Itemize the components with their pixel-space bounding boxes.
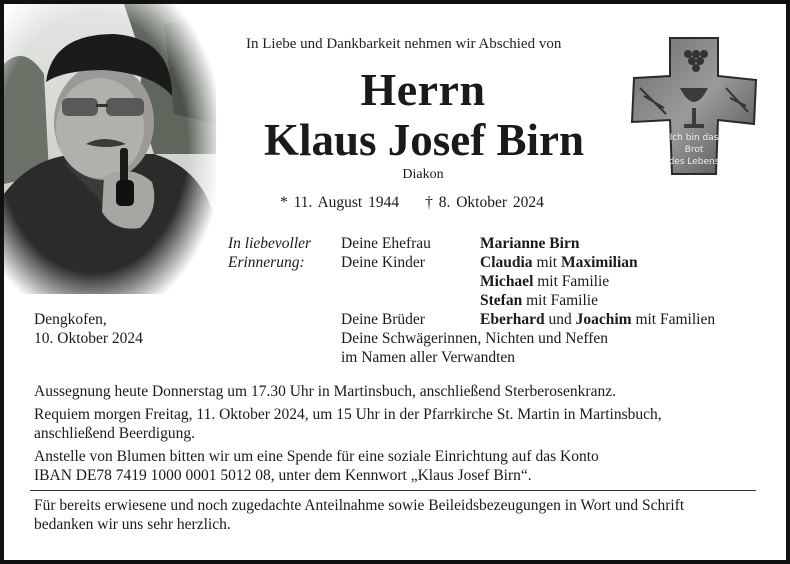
mourner-name: Marianne Birn — [480, 235, 580, 252]
cross-text-2: Brot — [684, 145, 704, 155]
mourner-names — [480, 234, 579, 253]
thanks-line-1: Für bereits erwiesene und noch zugedachte Anteilnahme sowie Beileidsbezeugungen in Wort und Schrift — [34, 497, 685, 514]
relation-label: Deine Kinder — [341, 254, 425, 271]
place-date: 10. Oktober 2024 — [34, 330, 143, 347]
cross-text-1: Ich bin das — [669, 133, 719, 143]
mourner-text: mit Familie — [533, 273, 610, 290]
place: Dengkofen, — [34, 311, 107, 328]
mourner-name: Maximilian — [560, 254, 638, 271]
blessing-notice: Aussegnung heute Donnerstag um 17.30 Uhr in Martinsbuch, anschließend Sterberosenkranz. — [34, 383, 616, 400]
cross-emblem — [630, 36, 758, 176]
thanks-line-2: bedanken wir uns sehr herzlich. — [34, 516, 231, 533]
divider — [30, 490, 756, 491]
life-dates — [280, 194, 544, 212]
portrait-photo — [4, 4, 216, 294]
in-laws-line: Deine Schwägerinnen, Nichten und Neffen — [341, 330, 608, 347]
donation-notice-1: Anstelle von Blumen bitten wir um eine Spende für eine soziale Einrichtung auf das Konto — [34, 448, 599, 465]
deceased-name: Klaus Josef Birn — [263, 115, 585, 165]
remembrance-label-1: In liebevoller — [228, 235, 312, 252]
cross-text-3: des Lebens — [668, 157, 720, 167]
remembrance-label-2: Erinnerung: — [228, 254, 305, 271]
birth-date: * 11. August 1944 — [280, 194, 400, 211]
mourner-name: Stefan — [480, 292, 523, 309]
mourner-text: mit Familie — [522, 292, 598, 309]
mourner-name: Michael — [480, 273, 534, 290]
donation-notice-2: IBAN DE78 7419 1000 0001 5012 08, unter dem Kennwort „Klaus Josef Birn“. — [34, 467, 532, 484]
salutation: Herrn — [360, 64, 486, 115]
deceased-title: Diakon — [402, 167, 444, 182]
mourner-text: mit — [532, 254, 561, 271]
requiem-notice-1: Requiem morgen Freitag, 11. Oktober 2024, um 15 Uhr in der Pfarrkirche St. Martin in Martinsbuch, — [34, 406, 662, 423]
mourner-names — [480, 291, 598, 310]
mourner-name: Eberhard — [480, 311, 545, 328]
relatives-line: im Namen aller Verwandten — [341, 349, 516, 366]
mourner-names — [480, 253, 638, 272]
mourner-name: Joachim — [575, 311, 632, 328]
mourner-name: Claudia — [480, 254, 533, 271]
relation-label: Deine Brüder — [341, 311, 425, 328]
mourner-names — [480, 272, 609, 291]
intro-line: In Liebe und Dankbarkeit nehmen wir Abschied von — [246, 36, 562, 52]
mourner-names — [480, 310, 715, 329]
mourner-text: und — [544, 311, 576, 328]
relation-label: Deine Ehefrau — [341, 235, 431, 252]
death-date: † 8. Oktober 2024 — [425, 194, 544, 211]
mourner-text: mit Familien — [631, 311, 716, 328]
requiem-notice-2: anschließend Beerdigung. — [34, 425, 195, 442]
